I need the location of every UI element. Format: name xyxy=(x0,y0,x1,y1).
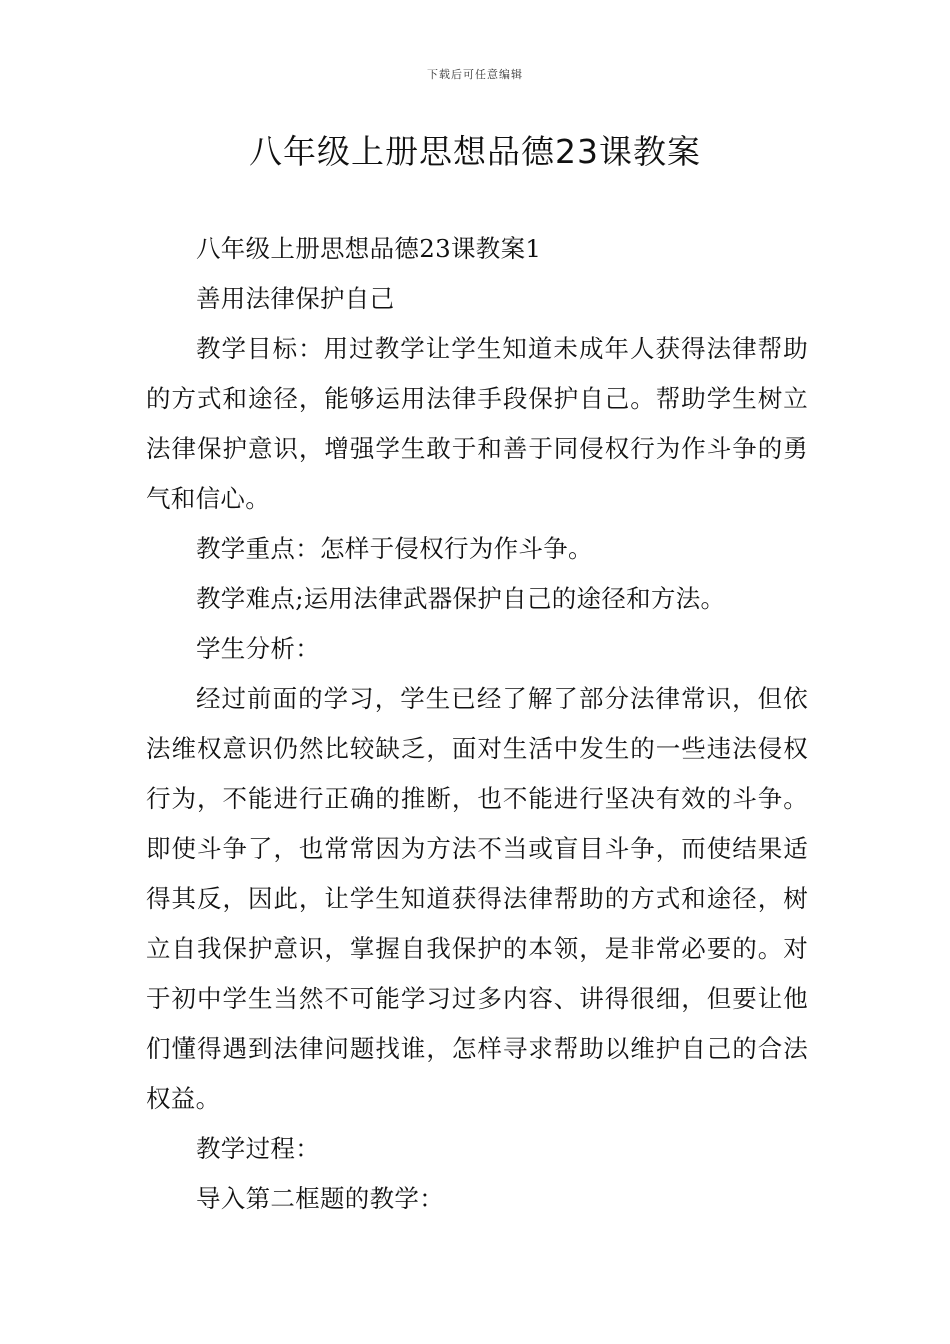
section-heading: 八年级上册思想品德23课教案1 xyxy=(196,234,542,263)
document-body xyxy=(146,224,808,1224)
teaching-difficulty: 教学难点;运用法律武器保护自己的途径和方法。 xyxy=(196,584,726,613)
lesson-topic: 善用法律保护自己 xyxy=(196,284,395,313)
teaching-process-heading: 教学过程： xyxy=(196,1134,320,1163)
student-analysis-heading: 学生分析： xyxy=(196,634,320,663)
teaching-key-point: 教学重点：怎样于侵权行为作斗争。 xyxy=(196,534,593,563)
document-title: 八年级上册思想品德23课教案 xyxy=(249,132,701,171)
introduction-heading: 导入第二框题的教学： xyxy=(196,1184,444,1213)
teaching-objective: 教学目标：用过教学让学生知道未成年人获得法律帮助的方式和途径，能够运用法律手段保护自己。帮助学生树立法律保护意识，增强学生敢于和善于同侵权行为作斗争的勇气和信心。 xyxy=(146,334,808,513)
student-analysis-text: 经过前面的学习，学生已经了解了部分法律常识，但依法维权意识仍然比较缺乏，面对生活中发生的一些违法侵权行为，不能进行正确的推断，也不能进行坚决有效的斗争。即使斗争了，也常常因为方法不当或盲目斗争，而使结果适得其反，因此，让学生知道获得法律帮助的方式和途径，树立自我保护意识，掌握自我保护的本领，是非常必要的。对于初中学生当然不可能学习过多内容、讲得很细，但要让他们懂得遇到法律问题找谁，怎样寻求帮助以维护自己的合法权益。 xyxy=(146,684,808,1113)
header-note: 下载后可任意编辑 xyxy=(427,68,523,81)
